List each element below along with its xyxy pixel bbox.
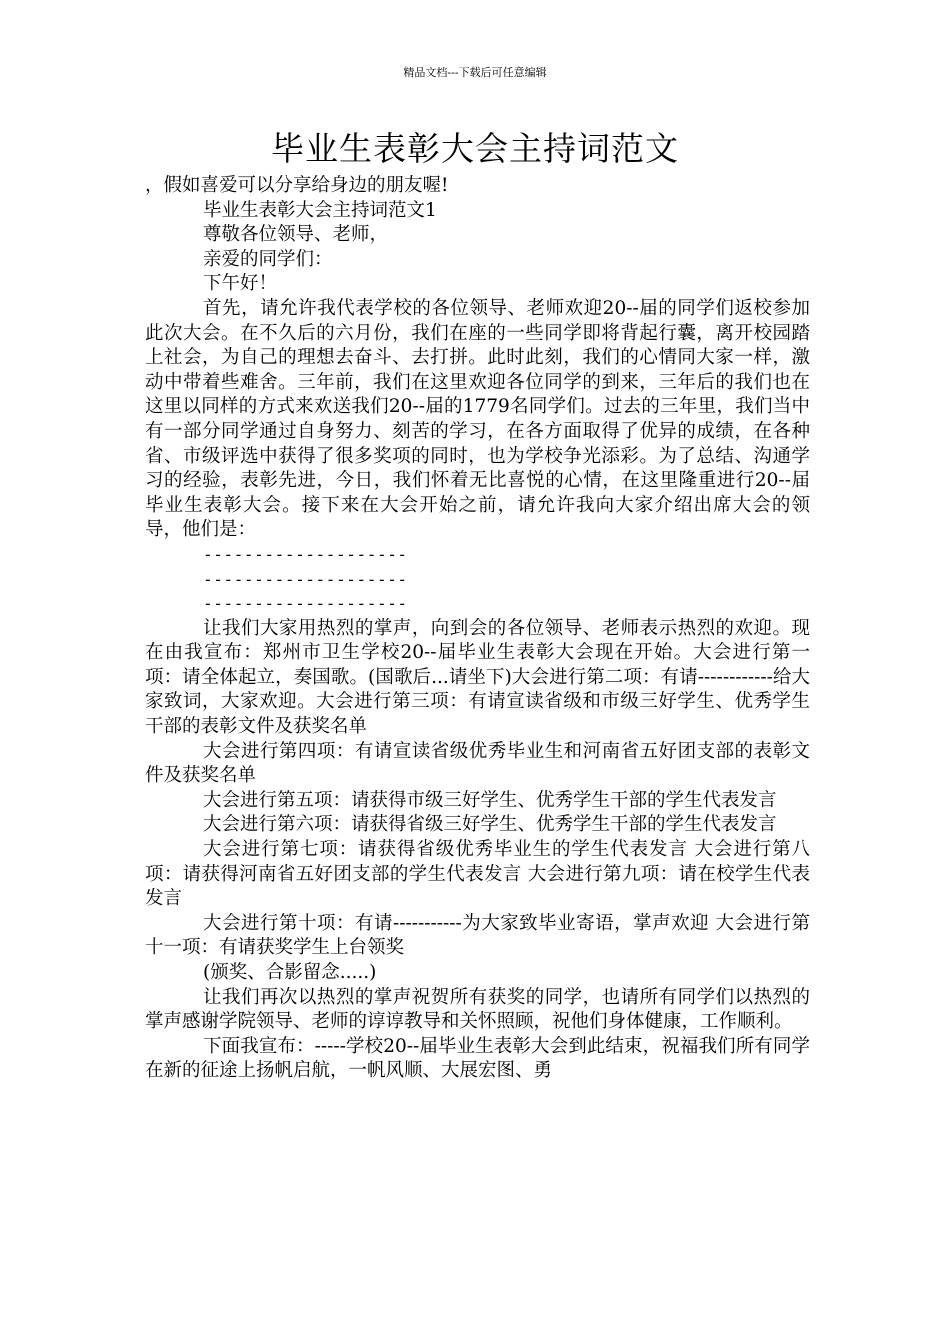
document-body: [145, 174, 810, 1084]
intro-line: ，假如喜爱可以分享给身边的朋友喔!: [145, 175, 449, 196]
document-title: 毕业生表彰大会主持词范文: [271, 129, 679, 168]
page-header-note: 精品文档---下载后可任意编辑: [403, 66, 547, 79]
paragraph-award-note: (颁奖、合影留念.....): [203, 962, 377, 983]
paragraph-agenda-item-6: 大会进行第六项：请获得省级三好学生、优秀学生干部的学生代表发言: [203, 814, 777, 836]
paragraph-agenda-items-10-11: 大会进行第十项：有请-----------为大家致毕业寄语，掌声欢迎 大会进行第十一项：有请获奖学生上台领奖: [145, 912, 810, 959]
paragraph-congratulations: 让我们再次以热烈的掌声祝贺所有获奖的同学，也请所有同学们以热烈的掌声感谢学院领导、老师的谆谆教导和关怀照顾，祝他们身体健康，工作顺利。: [145, 986, 810, 1033]
paragraph-agenda-start: 让我们大家用热烈的掌声，向到会的各位领导、老师表示热烈的欢迎。现在由我宣布：郑州市卫生学校20--届毕业生表彰大会现在开始。大会进行第一项：请全体起立，奏国歌。(国歌后...请坐下)大会进行第二项：有请------------给大家致词，大家欢迎。大会进行第三项：有请宣读省级和市级三好学生、优秀学生干部的表彰文件及获奖名单: [145, 617, 810, 738]
subtitle-line: 毕业生表彰大会主持词范文1: [203, 199, 437, 221]
greeting-leaders: 尊敬各位领导、老师，: [203, 224, 389, 246]
leader-blank-line: --------------------: [203, 544, 408, 564]
greeting-students: 亲爱的同学们：: [203, 248, 333, 270]
paragraph-agenda-item-4: 大会进行第四项：有请宣读省级优秀毕业生和河南省五好团支部的表彰文件及获奖名单: [145, 740, 810, 787]
paragraph-closing: 下面我宣布：-----学校20--届毕业生表彰大会到此结束，祝福我们所有同学在新的征途上扬帆启航，一帆风顺、大展宏图、勇: [145, 1035, 810, 1082]
greeting-afternoon: 下午好！: [203, 273, 278, 295]
leader-blank-line: --------------------: [203, 569, 408, 589]
paragraph-opening: 首先，请允许我代表学校的各位领导、老师欢迎20--届的同学们返校参加此次大会。在不久后的六月份，我们在座的一些同学即将背起行囊，离开校园踏上社会，为自己的理想去奋斗、去打拼。此时此刻，我们的心情同大家一样，激动中带着些难舍。三年前，我们在这里欢迎各位同学的到来，三年后的我们也在这里以同样的方式来欢送我们20--届的1779名同学们。过去的三年里，我们当中有一部分同学通过自身努力、刻苦的学习，在各方面取得了优异的成绩，在各种省、市级评选中获得了很多奖项的同时，也为学校争光添彩。为了总结、沟通学习的经验，表彰先进，今日，我们怀着无比喜悦的心情，在这里隆重进行20--届毕业生表彰大会。接下来在大会开始之前，请允许我向大家介绍出席大会的领导，他们是：: [145, 297, 810, 541]
paragraph-agenda-items-7-9: 大会进行第七项：请获得省级优秀毕业生的学生代表发言 大会进行第八项：请获得河南省五好团支部的学生代表发言 大会进行第九项：请在校学生代表发言: [145, 839, 810, 910]
leader-blank-line: --------------------: [203, 594, 408, 614]
paragraph-agenda-item-5: 大会进行第五项：请获得市级三好学生、优秀学生干部的学生代表发言: [203, 789, 777, 811]
